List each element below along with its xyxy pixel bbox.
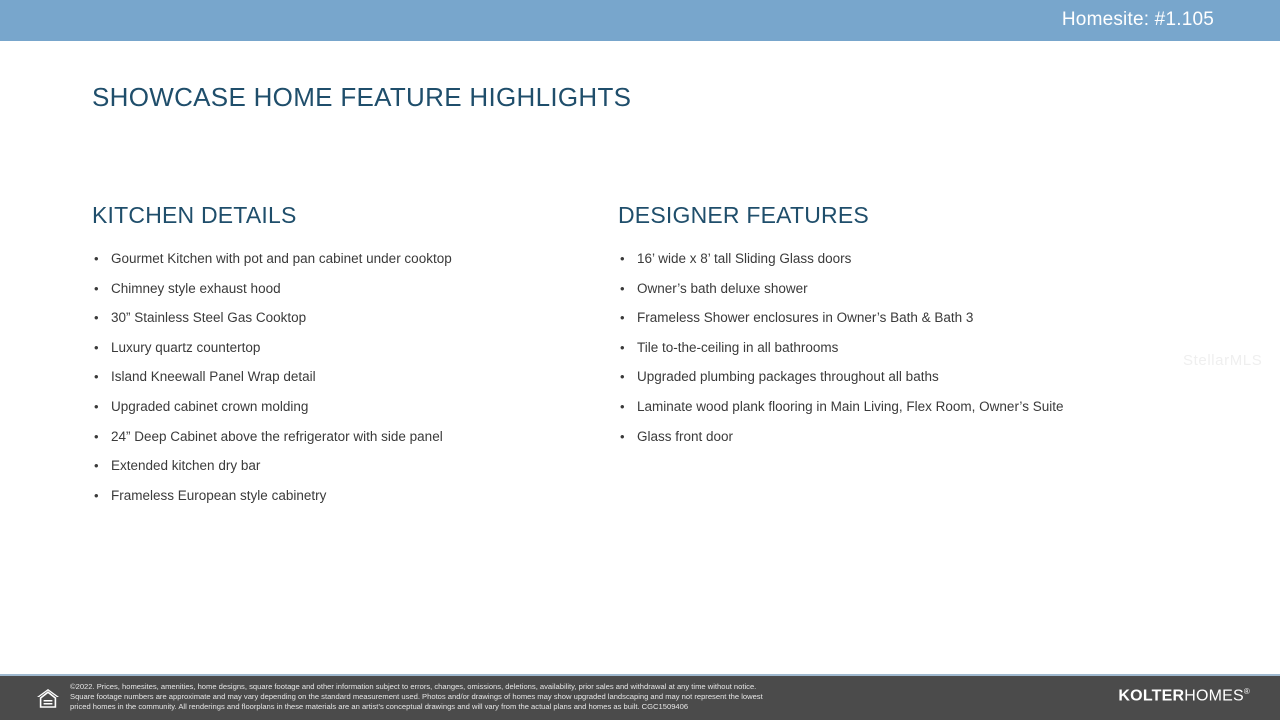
footer xyxy=(0,676,1280,720)
bullet-icon: • xyxy=(620,310,625,326)
bullet-icon: • xyxy=(94,310,99,326)
list-item-label: Owner’s bath deluxe shower xyxy=(637,280,808,296)
designer-features-heading: DESIGNER FEATURES xyxy=(618,202,869,228)
kitchen-details-heading: KITCHEN DETAILS xyxy=(92,202,297,228)
equal-housing-icon xyxy=(36,687,60,709)
list-item xyxy=(92,281,592,297)
designer-features-column xyxy=(618,202,1178,458)
list-item xyxy=(618,340,1178,356)
list-item-label: Upgraded plumbing packages throughout all baths xyxy=(637,369,939,385)
list-item xyxy=(92,399,592,415)
kitchen-details-column xyxy=(92,202,592,517)
stellar-mls-watermark: StellarMLS xyxy=(1183,352,1263,369)
list-item xyxy=(92,458,592,474)
list-item-label: Laminate wood plank flooring in Main Living, Flex Room, Owner’s Suite xyxy=(637,398,1064,414)
logo-text-secondary: HOMES xyxy=(1184,687,1244,705)
bullet-icon: • xyxy=(620,428,625,444)
list-item-label: Tile to-the-ceiling in all bathrooms xyxy=(637,339,839,355)
list-item-label: Chimney style exhaust hood xyxy=(111,280,281,296)
footer-disclaimer-line-3: priced homes in the community. All renderings and floorplans in these materials are an artist’s conceptual drawings and will vary from the actual plans and homes as built. CGC1509406 xyxy=(70,702,689,712)
logo-text-primary: KOLTER xyxy=(1118,687,1185,705)
list-item-label: 24” Deep Cabinet above the refrigerator with side panel xyxy=(111,428,443,444)
list-item xyxy=(618,369,1178,385)
list-item xyxy=(618,399,1178,415)
list-item-label: Frameless Shower enclosures in Owner’s Bath & Bath 3 xyxy=(637,310,974,326)
list-item xyxy=(92,369,592,385)
registered-mark-icon: ® xyxy=(1243,687,1250,696)
bullet-icon: • xyxy=(94,280,99,296)
homesite-label: Homesite: #1.105 xyxy=(1061,9,1214,30)
footer-disclaimer-line-1: ©2022. Prices, homesites, amenities, home designs, square footage and other information subject to errors, changes, omissions, deletions, availability, prior sales and withdrawal at any time without notice. xyxy=(70,682,757,691)
kolter-homes-logo xyxy=(1118,687,1250,705)
list-item-label: Frameless European style cabinetry xyxy=(111,487,327,503)
list-item-label: Extended kitchen dry bar xyxy=(111,458,261,474)
list-item xyxy=(92,488,592,504)
header-band xyxy=(0,0,1280,41)
list-item xyxy=(92,340,592,356)
list-item xyxy=(618,251,1178,267)
bullet-icon: • xyxy=(620,251,625,266)
list-item-label: Luxury quartz countertop xyxy=(111,339,261,355)
bullet-icon: • xyxy=(94,398,99,414)
bullet-icon: • xyxy=(94,458,99,474)
designer-features-list xyxy=(618,251,1178,445)
bullet-icon: • xyxy=(94,251,99,266)
list-item-label: 30” Stainless Steel Gas Cooktop xyxy=(111,310,307,326)
list-item xyxy=(92,310,592,326)
list-item-label: Gourmet Kitchen with pot and pan cabinet under cooktop xyxy=(111,251,452,266)
page-title: SHOWCASE HOME FEATURE HIGHLIGHTS xyxy=(92,82,632,112)
bullet-icon: • xyxy=(94,487,99,503)
bullet-icon: • xyxy=(94,369,99,385)
list-item-label: 16’ wide x 8’ tall Sliding Glass doors xyxy=(637,251,852,266)
list-item xyxy=(92,429,592,445)
bullet-icon: • xyxy=(94,428,99,444)
footer-disclaimer-line-2: Square footage numbers are approximate and may vary depending on the standard measurement used. Photos and/or drawings of homes may show upgraded landscaping and may not represent the lowest xyxy=(70,692,763,702)
bullet-icon: • xyxy=(620,398,625,414)
bullet-icon: • xyxy=(620,369,625,385)
bullet-icon: • xyxy=(94,339,99,355)
list-item-label: Upgraded cabinet crown molding xyxy=(111,398,309,414)
list-item-label: Island Kneewall Panel Wrap detail xyxy=(111,369,316,385)
list-item xyxy=(92,251,592,267)
list-item xyxy=(618,281,1178,297)
list-item-label: Glass front door xyxy=(637,428,734,444)
list-item xyxy=(618,310,1178,326)
list-item xyxy=(618,429,1178,445)
bullet-icon: • xyxy=(620,339,625,355)
kitchen-details-list xyxy=(92,251,592,504)
footer-disclaimer xyxy=(70,682,1090,713)
bullet-icon: • xyxy=(620,280,625,296)
